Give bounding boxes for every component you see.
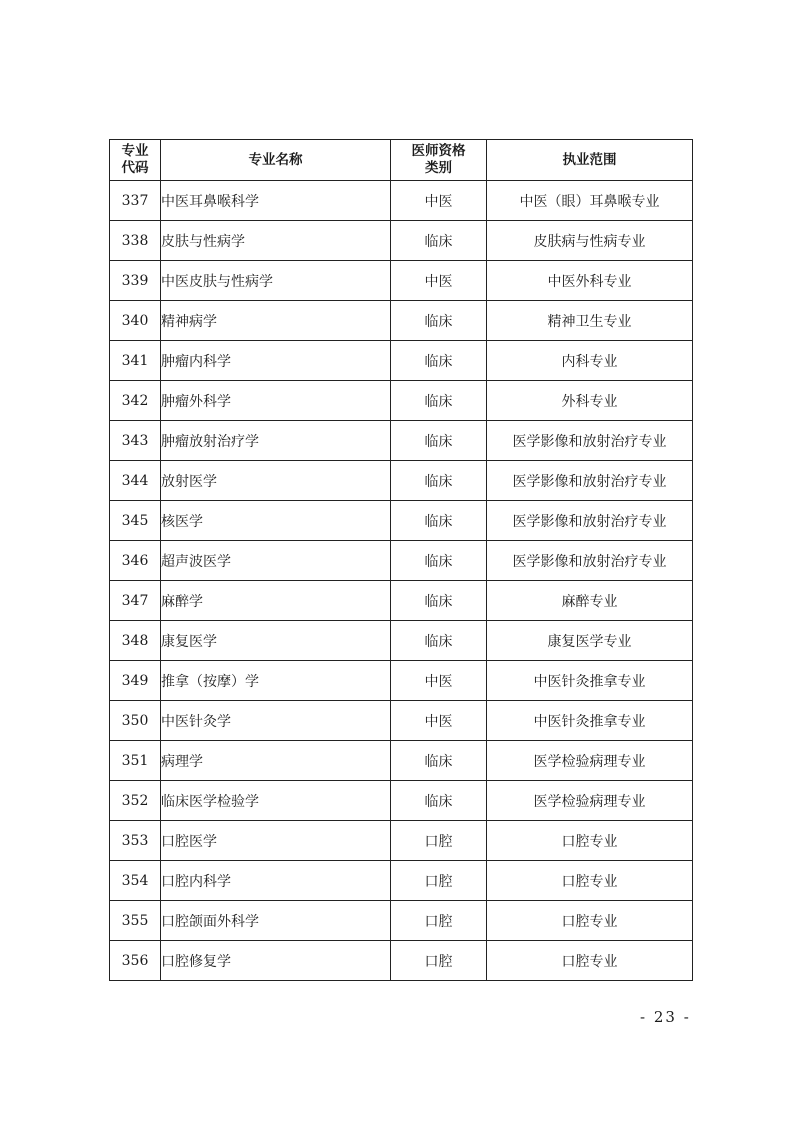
cell-code: 348 [110, 621, 161, 661]
header-category-line2: 类别 [425, 160, 452, 176]
cell-scope: 内科专业 [487, 341, 693, 381]
header-scope: 执业范围 [487, 140, 693, 181]
table-row [110, 941, 693, 981]
cell-scope: 外科专业 [487, 381, 693, 421]
header-category [391, 140, 487, 181]
cell-category: 临床 [391, 301, 487, 341]
cell-category: 中医 [391, 181, 487, 221]
cell-name: 口腔颌面外科学 [161, 901, 391, 941]
header-code-line1: 专业 [121, 143, 149, 159]
cell-category: 口腔 [391, 901, 487, 941]
header-row [110, 140, 693, 181]
table-row [110, 341, 693, 381]
table-row [110, 221, 693, 261]
table-row [110, 781, 693, 821]
cell-code: 346 [110, 541, 161, 581]
cell-name: 皮肤与性病学 [161, 221, 391, 261]
cell-category: 临床 [391, 741, 487, 781]
cell-category: 临床 [391, 581, 487, 621]
cell-scope: 口腔专业 [487, 821, 693, 861]
cell-scope: 医学影像和放射治疗专业 [487, 501, 693, 541]
table-row [110, 861, 693, 901]
cell-name: 肿瘤内科学 [161, 341, 391, 381]
cell-category: 临床 [391, 541, 487, 581]
table-row [110, 701, 693, 741]
cell-category: 中医 [391, 701, 487, 741]
cell-name: 核医学 [161, 501, 391, 541]
cell-code: 342 [110, 381, 161, 421]
cell-code: 353 [110, 821, 161, 861]
cell-name: 病理学 [161, 741, 391, 781]
cell-code: 337 [110, 181, 161, 221]
cell-scope: 医学影像和放射治疗专业 [487, 541, 693, 581]
cell-name: 精神病学 [161, 301, 391, 341]
table-header [110, 140, 693, 181]
cell-name: 麻醉学 [161, 581, 391, 621]
cell-scope: 口腔专业 [487, 861, 693, 901]
table-row [110, 581, 693, 621]
cell-name: 中医耳鼻喉科学 [161, 181, 391, 221]
cell-category: 中医 [391, 261, 487, 301]
cell-code: 347 [110, 581, 161, 621]
cell-scope: 口腔专业 [487, 901, 693, 941]
cell-scope: 医学检验病理专业 [487, 741, 693, 781]
cell-name: 中医针灸学 [161, 701, 391, 741]
cell-code: 340 [110, 301, 161, 341]
table-row [110, 181, 693, 221]
cell-name: 超声波医学 [161, 541, 391, 581]
header-category-line1: 医师资格 [411, 143, 466, 159]
table-row [110, 741, 693, 781]
cell-category: 临床 [391, 501, 487, 541]
cell-name: 口腔内科学 [161, 861, 391, 901]
cell-name: 康复医学 [161, 621, 391, 661]
cell-code: 344 [110, 461, 161, 501]
cell-scope: 中医（眼）耳鼻喉专业 [487, 181, 693, 221]
cell-category: 临床 [391, 461, 487, 501]
cell-category: 口腔 [391, 861, 487, 901]
cell-scope: 皮肤病与性病专业 [487, 221, 693, 261]
cell-name: 肿瘤放射治疗学 [161, 421, 391, 461]
table-row [110, 501, 693, 541]
cell-scope: 中医针灸推拿专业 [487, 661, 693, 701]
table-row [110, 421, 693, 461]
cell-code: 343 [110, 421, 161, 461]
table-row [110, 621, 693, 661]
cell-category: 临床 [391, 381, 487, 421]
cell-scope: 医学影像和放射治疗专业 [487, 421, 693, 461]
cell-name: 放射医学 [161, 461, 391, 501]
cell-code: 354 [110, 861, 161, 901]
header-code [110, 140, 161, 181]
page-number: - 23 - [640, 1008, 691, 1026]
cell-scope: 麻醉专业 [487, 581, 693, 621]
cell-code: 345 [110, 501, 161, 541]
cell-scope: 医学检验病理专业 [487, 781, 693, 821]
cell-category: 口腔 [391, 821, 487, 861]
table-row [110, 381, 693, 421]
cell-code: 338 [110, 221, 161, 261]
cell-category: 临床 [391, 221, 487, 261]
table-row [110, 461, 693, 501]
cell-code: 339 [110, 261, 161, 301]
cell-scope: 精神卫生专业 [487, 301, 693, 341]
table-row [110, 261, 693, 301]
cell-scope: 中医针灸推拿专业 [487, 701, 693, 741]
cell-category: 临床 [391, 341, 487, 381]
cell-category: 口腔 [391, 941, 487, 981]
cell-scope: 口腔专业 [487, 941, 693, 981]
cell-scope: 中医外科专业 [487, 261, 693, 301]
cell-name: 口腔修复学 [161, 941, 391, 981]
cell-name: 口腔医学 [161, 821, 391, 861]
cell-category: 中医 [391, 661, 487, 701]
cell-name: 中医皮肤与性病学 [161, 261, 391, 301]
cell-category: 临床 [391, 781, 487, 821]
table-row [110, 901, 693, 941]
cell-code: 351 [110, 741, 161, 781]
cell-name: 肿瘤外科学 [161, 381, 391, 421]
table-row [110, 661, 693, 701]
cell-code: 341 [110, 341, 161, 381]
table-row [110, 541, 693, 581]
cell-code: 355 [110, 901, 161, 941]
table-body [110, 181, 693, 981]
table-row [110, 301, 693, 341]
cell-name: 推拿（按摩）学 [161, 661, 391, 701]
cell-scope: 康复医学专业 [487, 621, 693, 661]
cell-code: 350 [110, 701, 161, 741]
cell-scope: 医学影像和放射治疗专业 [487, 461, 693, 501]
header-name: 专业名称 [161, 140, 391, 181]
cell-category: 临床 [391, 621, 487, 661]
cell-code: 349 [110, 661, 161, 701]
cell-code: 356 [110, 941, 161, 981]
specialty-table [109, 139, 693, 981]
cell-code: 352 [110, 781, 161, 821]
cell-category: 临床 [391, 421, 487, 461]
cell-name: 临床医学检验学 [161, 781, 391, 821]
table-row [110, 821, 693, 861]
header-code-line2: 代码 [121, 160, 149, 176]
